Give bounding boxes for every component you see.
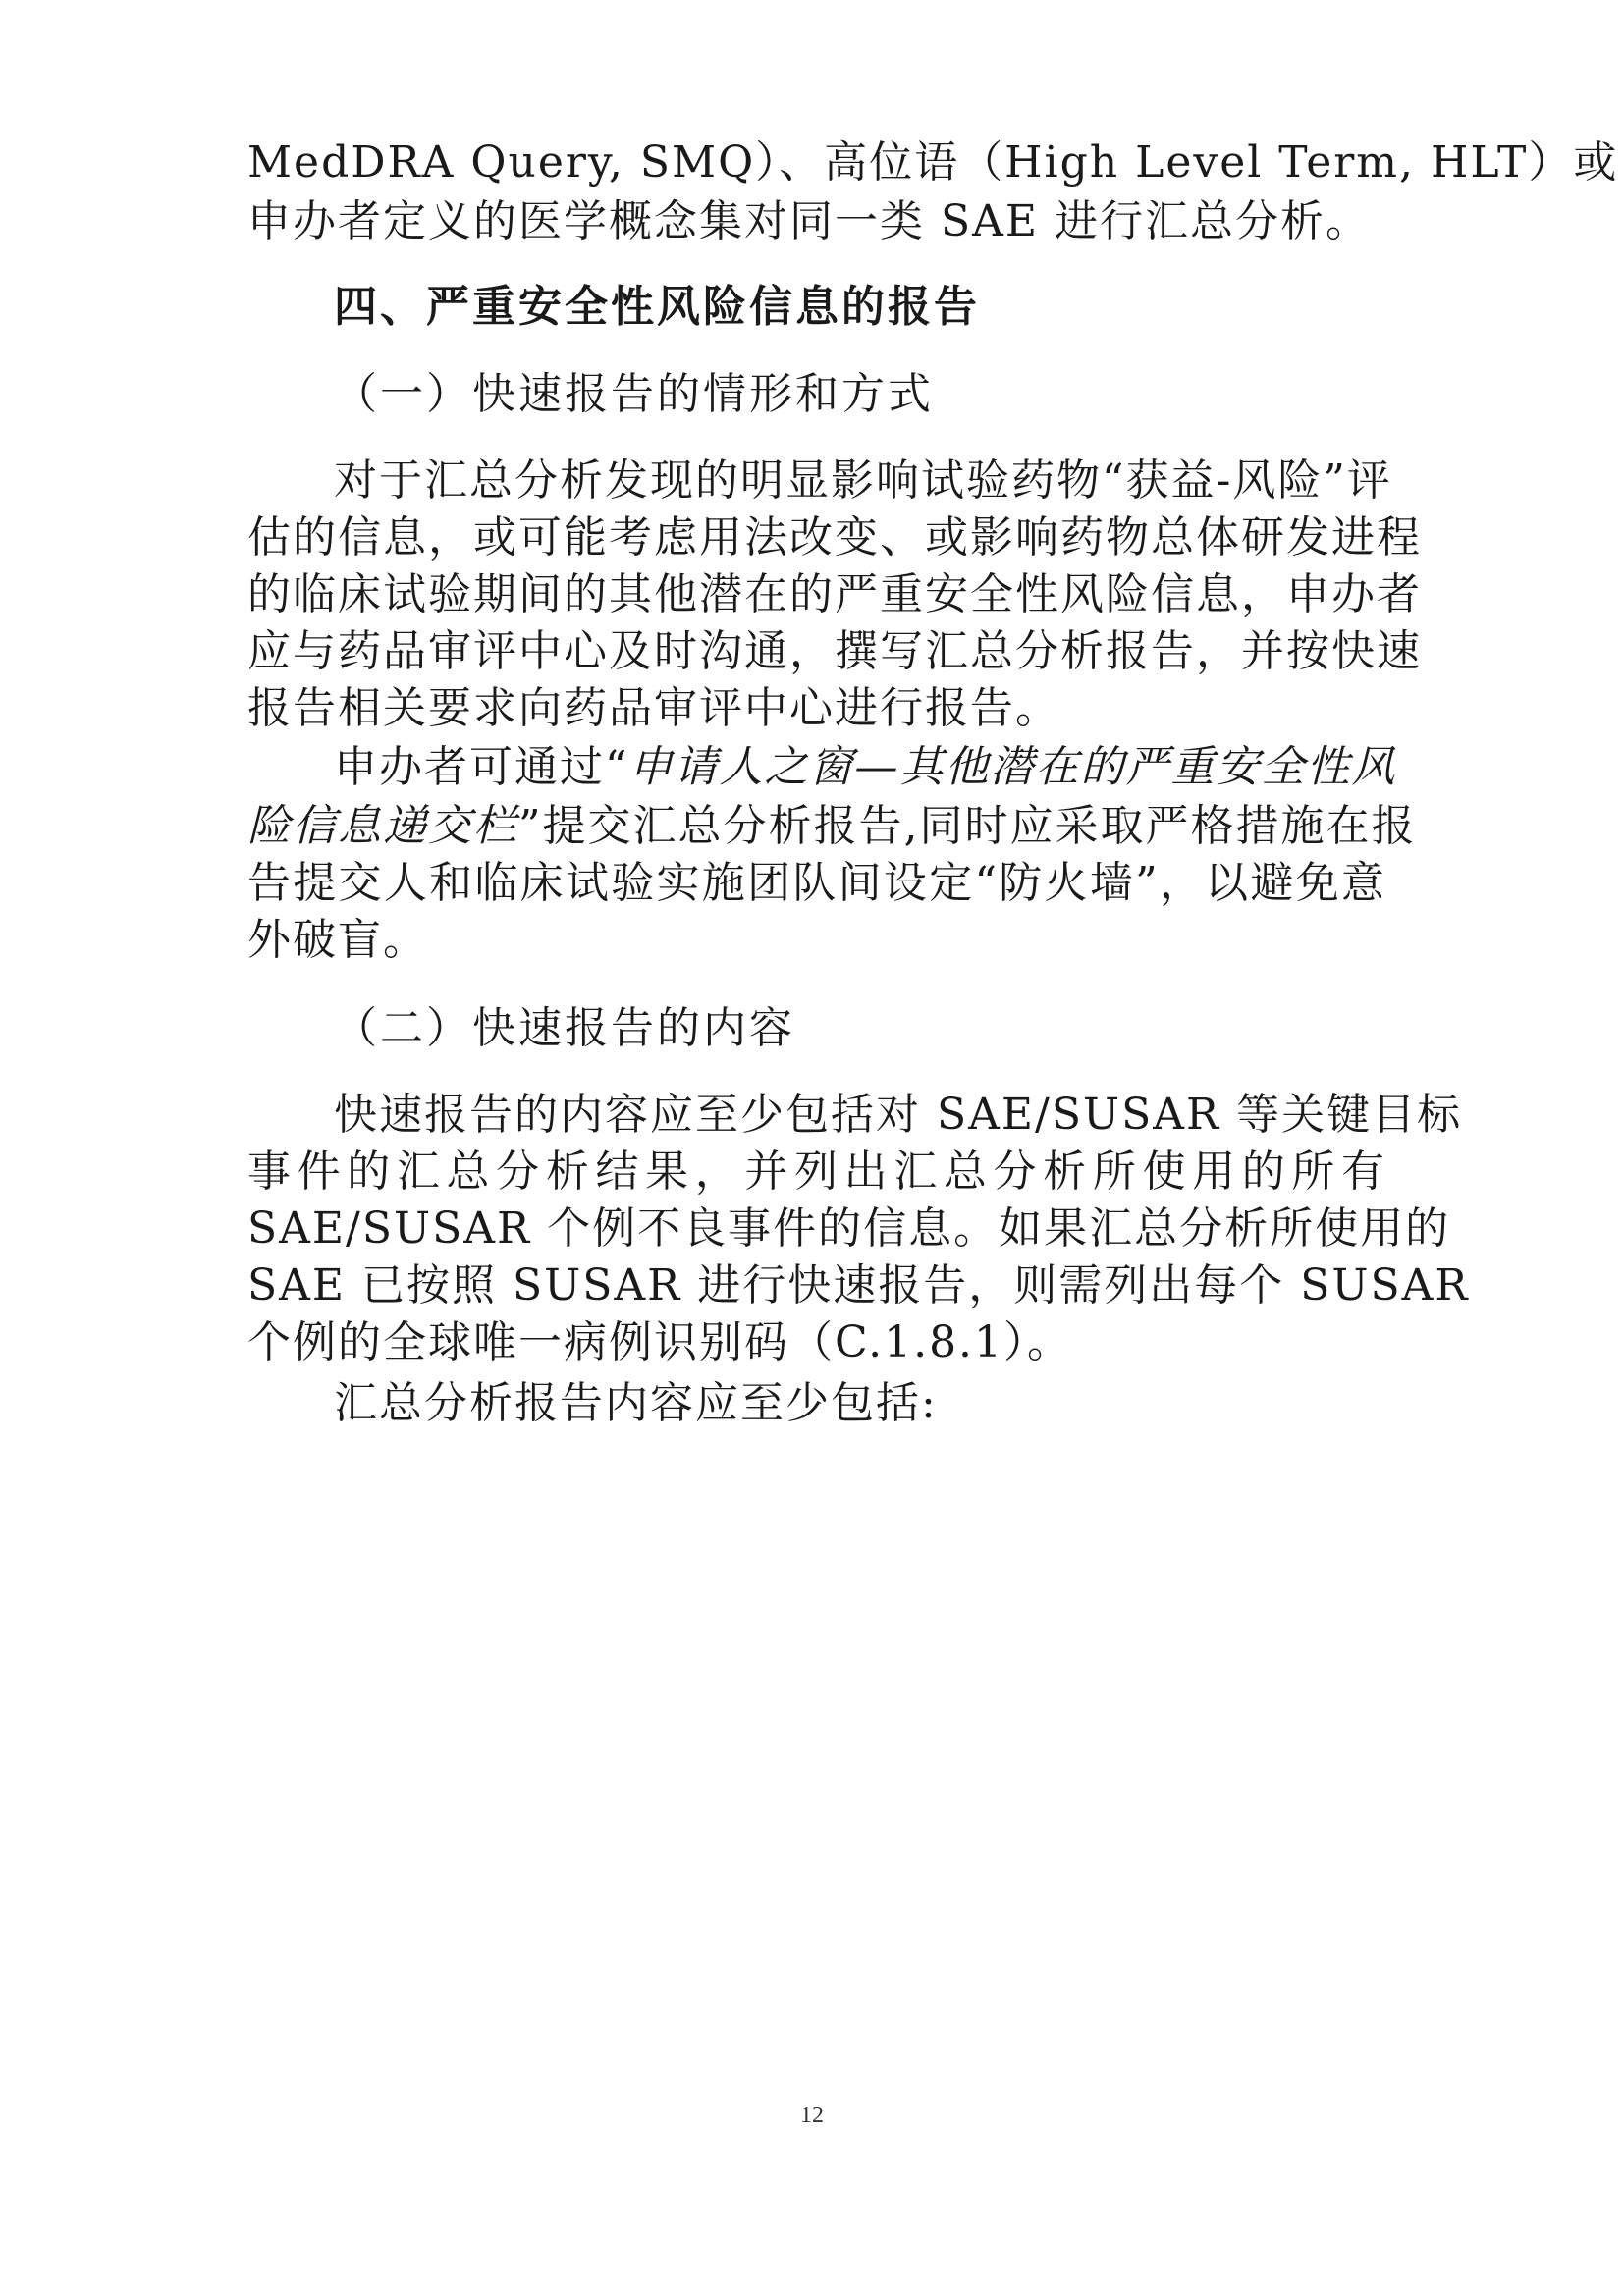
- paragraph-line: 估的信息，或可能考虑用法改变、或影响药物总体研发进程: [247, 512, 1422, 562]
- continuation-line-2: 申办者定义的医学概念集对同一类 SAE 进行汇总分析。: [247, 196, 1372, 246]
- paragraph-line: SAE/SUSAR 个例不良事件的信息。如果汇总分析所使用的: [247, 1203, 1451, 1254]
- text-span: ”提交汇总分析报告,同时应采取严格措施在报: [518, 801, 1417, 851]
- paragraph-line: 的临床试验期间的其他潜在的严重安全性风险信息，申办者: [247, 569, 1422, 619]
- paragraph-line: 告提交人和临床试验实施团队间设定“防火墙”，以避免意: [247, 858, 1386, 908]
- paragraph-line: [247, 797, 1417, 856]
- section-heading: 四、严重安全性风险信息的报告: [334, 282, 980, 332]
- paragraph-line: 报告相关要求向药品审评中心进行报告。: [247, 683, 1060, 733]
- paragraph-line: [334, 738, 1397, 797]
- paragraph-line: 快速报告的内容应至少包括对 SAE/SUSAR 等关键目标: [334, 1090, 1463, 1140]
- paragraph-line: 个例的全球唯一病例识别码（C.1.8.1）。: [247, 1317, 1073, 1367]
- paragraph-line: SAE 已按照 SUSAR 进行快速报告，则需列出每个 SUSAR: [247, 1260, 1470, 1310]
- subsection-heading-1: （一）快速报告的情形和方式: [334, 369, 934, 419]
- continuation-line-1: MedDRA Query, SMQ）、高位语（High Level Term, HLT）或: [247, 137, 1619, 187]
- emphasized-text: 险信息递交栏: [247, 801, 518, 851]
- paragraph-line: 事件的汇总分析结果，并列出汇总分析所使用的所有: [247, 1147, 1386, 1197]
- text-span: 申办者可通过“: [334, 742, 629, 792]
- emphasized-text: 申请人之窗—其他潜在的严重安全性风: [628, 742, 1397, 792]
- paragraph-line: 外破盲。: [247, 915, 428, 965]
- paragraph-line: 汇总分析报告内容应至少包括:: [334, 1378, 938, 1428]
- subsection-heading-2: （二）快速报告的内容: [334, 1003, 795, 1053]
- page-number: 12: [800, 2103, 824, 2128]
- paragraph-line: 对于汇总分析发现的明显影响试验药物“获益-风险”评: [334, 455, 1392, 506]
- paragraph-line: 应与药品审评中心及时沟通，撰写汇总分析报告，并按快速: [247, 626, 1422, 676]
